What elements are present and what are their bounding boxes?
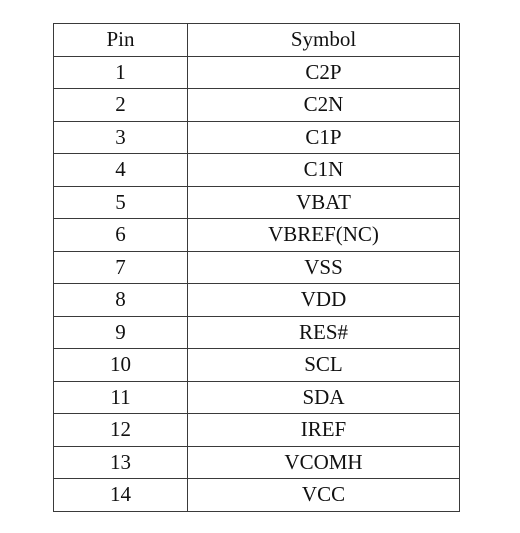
table-row	[54, 316, 460, 349]
symbol-cell: C2P	[188, 56, 460, 89]
pin-cell: 3	[54, 121, 188, 154]
symbol-cell: C2N	[188, 89, 460, 122]
header-pin: Pin	[54, 24, 188, 57]
symbol-cell: VCOMH	[188, 446, 460, 479]
table-row	[54, 446, 460, 479]
pin-table	[53, 23, 460, 512]
symbol-cell: RES#	[188, 316, 460, 349]
table-row	[54, 219, 460, 252]
table-row	[54, 381, 460, 414]
pin-cell: 7	[54, 251, 188, 284]
table-row	[54, 251, 460, 284]
pin-cell: 8	[54, 284, 188, 317]
table-header	[54, 24, 460, 57]
symbol-cell: VBAT	[188, 186, 460, 219]
pin-cell: 10	[54, 349, 188, 382]
symbol-cell: C1N	[188, 154, 460, 187]
pin-cell: 1	[54, 56, 188, 89]
pin-cell: 4	[54, 154, 188, 187]
symbol-cell: SDA	[188, 381, 460, 414]
pin-cell: 14	[54, 479, 188, 512]
header-row	[54, 24, 460, 57]
pin-cell: 9	[54, 316, 188, 349]
table-row	[54, 349, 460, 382]
header-symbol: Symbol	[188, 24, 460, 57]
table-row	[54, 154, 460, 187]
table-row	[54, 479, 460, 512]
pin-cell: 13	[54, 446, 188, 479]
pin-cell: 12	[54, 414, 188, 447]
table-body	[54, 56, 460, 511]
pin-cell: 6	[54, 219, 188, 252]
table-row	[54, 284, 460, 317]
symbol-cell: VBREF(NC)	[188, 219, 460, 252]
symbol-cell: IREF	[188, 414, 460, 447]
table-row	[54, 414, 460, 447]
symbol-cell: VDD	[188, 284, 460, 317]
table-row	[54, 121, 460, 154]
symbol-cell: C1P	[188, 121, 460, 154]
table-row	[54, 56, 460, 89]
symbol-cell: SCL	[188, 349, 460, 382]
pin-cell: 11	[54, 381, 188, 414]
pin-cell: 5	[54, 186, 188, 219]
symbol-cell: VSS	[188, 251, 460, 284]
table-row	[54, 186, 460, 219]
table-row	[54, 89, 460, 122]
symbol-cell: VCC	[188, 479, 460, 512]
pin-cell: 2	[54, 89, 188, 122]
